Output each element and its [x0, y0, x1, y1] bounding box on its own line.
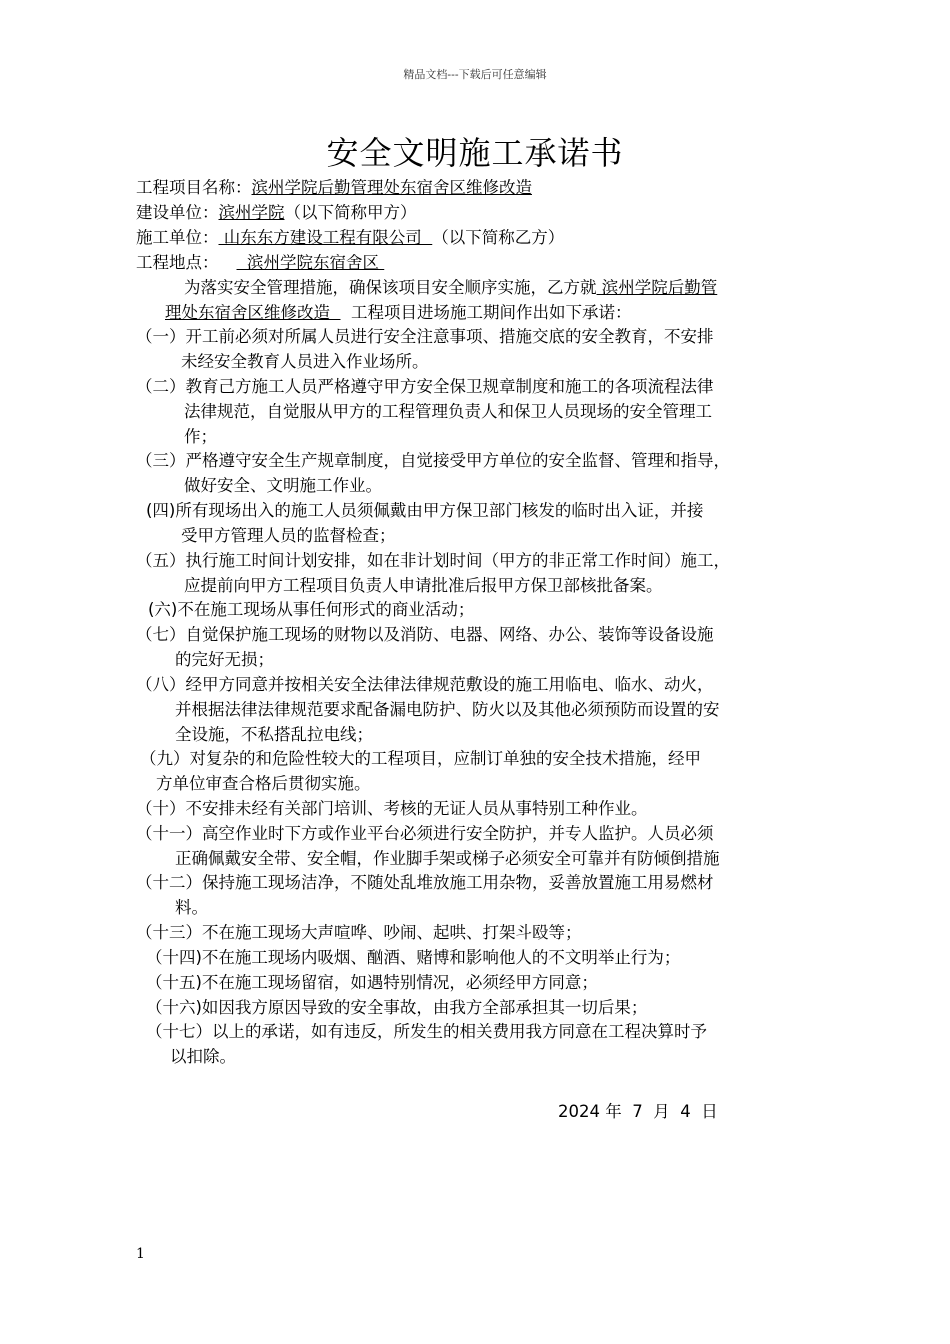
- builder-line: [136, 203, 417, 223]
- item-line: 应提前向甲方工程项目负责人申请批准后报甲方保卫部核批备案。: [184, 576, 663, 595]
- builder-note: （以下简称甲方）: [284, 203, 417, 222]
- project-name-label: 工程项目名称：: [136, 178, 252, 197]
- document-title: 安全文明施工承诺书: [326, 134, 624, 172]
- item-line: (四)所有现场出入的施工人员须佩戴由甲方保卫部门核发的临时出入证，并接: [146, 501, 704, 520]
- contractor-line: [136, 228, 564, 248]
- item-line: （十五)不在施工现场留宿，如遇特别情况，必须经甲方同意；: [146, 973, 598, 992]
- project-name-value: 滨州学院后勤管理处东宿舍区维修改造: [251, 178, 532, 197]
- intro-line-2: [165, 303, 632, 323]
- item-line: （五）执行施工时间计划安排，如在非计划时间（甲方的非正常工作时间）施工，: [136, 551, 730, 570]
- intro-text-1: 为落实安全管理措施，确保该项目安全顺序实施，乙方就: [184, 278, 597, 297]
- item-line: 作；: [184, 427, 217, 446]
- item-line: 的完好无损；: [175, 650, 274, 669]
- intro-project-2: 理处东宿舍区维修改造: [165, 303, 341, 322]
- builder-label: 建设单位：: [136, 203, 219, 222]
- item-line: （二）教育己方施工人员严格遵守甲方安全保卫规章制度和施工的各项流程法律: [136, 377, 714, 396]
- item-line: 做好安全、文明施工作业。: [184, 476, 382, 495]
- item-line: 以扣除。: [170, 1047, 236, 1066]
- item-line: （七）自觉保护施工现场的财物以及消防、电器、网络、办公、装饰等设备设施: [136, 625, 714, 644]
- item-line: 料。: [175, 898, 208, 917]
- item-line: （三）严格遵守安全生产规章制度，自觉接受甲方单位的安全监督、管理和指导，: [136, 451, 730, 470]
- signature-date: 2024 年 7 月 4 日: [558, 1102, 718, 1121]
- project-name-line: [136, 178, 532, 198]
- item-line: 并根据法律法律规范要求配备漏电防护、防火以及其他必须预防而设置的安: [175, 700, 720, 719]
- contractor-label: 施工单位：: [136, 228, 219, 247]
- contractor-value: 山东东方建设工程有限公司: [218, 228, 433, 247]
- item-line: 全设施，不私搭乱拉电线；: [175, 725, 373, 744]
- item-line: （十六)如因我方原因导致的安全事故，由我方全部承担其一切后果；: [146, 998, 648, 1017]
- page-number: 1: [136, 1246, 145, 1262]
- page-header: 精品文档---下载后可任意编辑: [403, 68, 547, 81]
- intro-line-1: [184, 278, 717, 298]
- builder-value: 滨州学院: [218, 203, 285, 222]
- item-line: （十七）以上的承诺，如有违反，所发生的相关费用我方同意在工程决算时予: [146, 1022, 707, 1041]
- item-line: （九）对复杂的和危险性较大的工程项目，应制订单独的安全技术措施，经甲: [140, 749, 701, 768]
- item-line: （一）开工前必须对所属人员进行安全注意事项、措施交底的安全教育，不安排: [136, 327, 714, 346]
- item-line: 方单位审查合格后贯彻实施。: [156, 774, 371, 793]
- item-line: （十三）不在施工现场大声喧哗、吵闹、起哄、打架斗殴等；: [136, 923, 582, 942]
- location-label: 工程地点：: [136, 253, 219, 272]
- item-line: （十一）高空作业时下方或作业平台必须进行安全防护，并专人监护。人员必须: [136, 824, 714, 843]
- item-line: 正确佩戴安全带、安全帽，作业脚手架或梯子必须安全可靠并有防倾倒措施: [175, 849, 720, 868]
- item-line: （八）经甲方同意并按相关安全法律法律规范敷设的施工用临电、临水、动火，: [136, 675, 714, 694]
- intro-text-2: 工程项目进场施工期间作出如下承诺：: [340, 303, 632, 322]
- item-line: 法律规范，自觉服从甲方的工程管理负责人和保卫人员现场的安全管理工: [184, 402, 712, 421]
- item-line: （十）不安排未经有关部门培训、考核的无证人员从事特别工种作业。: [136, 799, 648, 818]
- item-line: (六)不在施工现场从事任何形式的商业活动；: [148, 600, 475, 619]
- location-value: 滨州学院东宿舍区: [236, 253, 385, 272]
- item-line: （十四)不在施工现场内吸烟、酗酒、赌博和影响他人的不文明举止行为；: [146, 948, 681, 967]
- item-line: 未经安全教育人员进入作业场所。: [181, 352, 429, 371]
- item-line: 受甲方管理人员的监督检查；: [181, 526, 396, 545]
- item-line: （十二）保持施工现场洁净，不随处乱堆放施工用杂物，妥善放置施工用易燃材: [136, 873, 714, 892]
- intro-project-1: 滨州学院后勤管: [596, 278, 718, 297]
- contractor-note: （以下简称乙方）: [432, 228, 565, 247]
- location-line: [136, 253, 384, 273]
